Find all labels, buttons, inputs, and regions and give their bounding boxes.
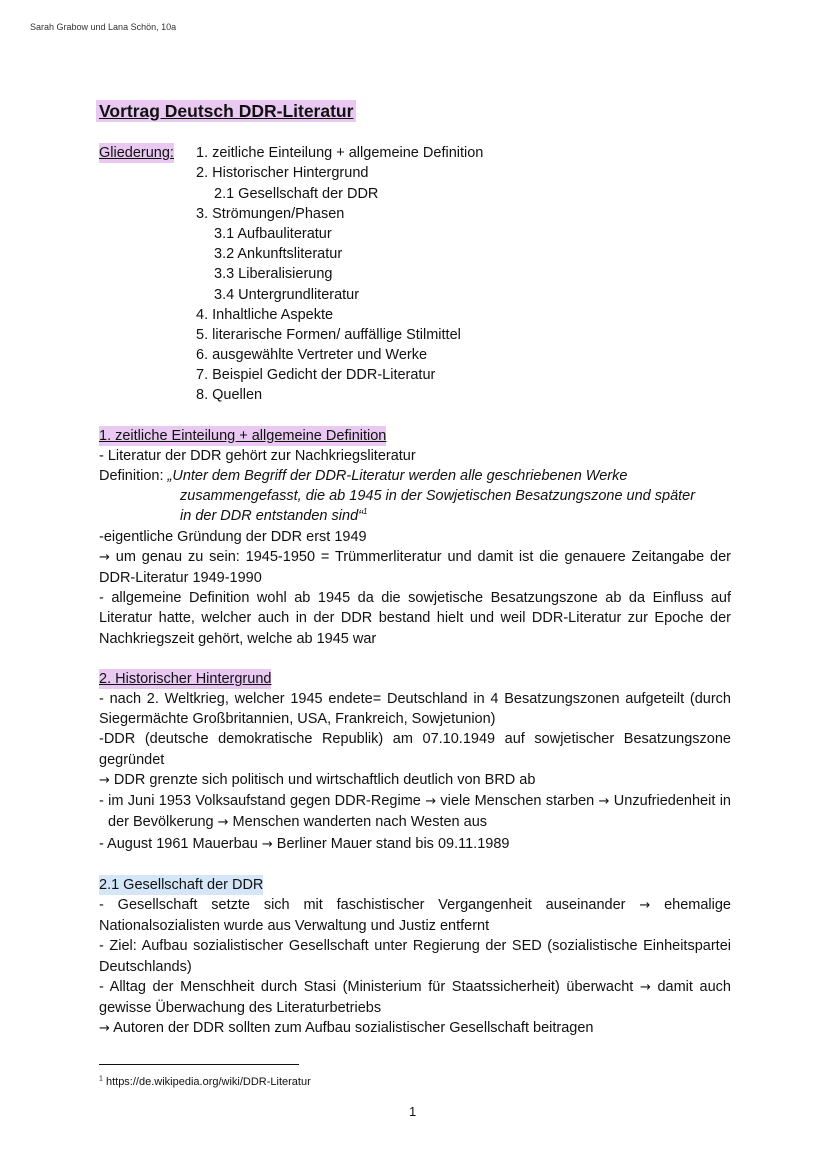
section-2-p1: - nach 2. Weltkrieg, welcher 1945 endete= Deutschland in 4 Besatzungszonen aufgeteilt (durch Siegermächte Großbritannien, USA, Frankreich, Sowjetunion) [99,691,731,728]
section-2 [99,669,731,855]
toc-item: 4. Inhaltliche Aspekte [196,306,334,323]
arrow-icon: → [99,772,110,788]
section-2-1-p3-part-a: - Alltag der Menschheit durch Stasi (Ministerium für Staatssicherheit) überwacht [99,978,640,995]
footnote-text: https://de.wikipedia.org/wiki/DDR-Literatur [102,1076,311,1088]
section-2-1-p3-part-b: damit auch gewisse Überwachung des Literaturbetriebs [99,978,731,1016]
section-1-heading: 1. zeitliche Einteilung + allgemeine Definition [99,426,386,446]
header-note: Sarah Grabow und Lana Schön, 10a [30,22,177,32]
section-2-1-p1-part-b: ehemalige Nationalsozialisten wurde aus Verwaltung und Justiz entfernt [99,896,731,935]
main-content [99,100,731,1039]
toc-item: 8. Quellen [196,387,263,404]
toc-item: 3. Strömungen/Phasen [196,205,345,222]
toc-item: 5. literarische Formen/ auffällige Stilmittel [196,326,461,343]
section-2-1-p4-text: Autoren der DDR sollten zum Aufbau sozialistischer Gesellschaft beitragen [109,1020,594,1037]
arrow-icon: → [639,897,651,913]
toc-item: 3.2 Ankunftsliteratur [214,246,343,263]
section-1 [99,426,731,649]
toc-item: 7. Beispiel Gedicht der DDR-Literatur [196,367,436,384]
toc-item: 3.3 Liberalisierung [214,266,333,283]
page-number: 1 [409,1104,417,1119]
footnote [99,1076,311,1088]
section-2-p5-part-a: - August 1961 Mauerbau [99,835,262,852]
arrow-icon: → [99,1021,110,1037]
definition-quote-3-line [99,506,731,526]
toc-item: 2.1 Gesellschaft der DDR [214,185,379,202]
section-2-p4-part-b: viele Menschen starben [436,793,599,810]
toc-label: Gliederung: [99,143,174,163]
section-2-heading: 2. Historischer Hintergrund [99,669,271,689]
section-2-p5 [99,834,731,855]
section-2-1-p1 [99,895,731,936]
section-2-p5-part-b: Berliner Mauer stand bis 09.11.1989 [272,835,510,852]
definition-label: Definition: [99,468,168,485]
section-2-p4-part-a: - im Juni 1953 Volksaufstand gegen DDR-Regime [99,793,426,810]
section-2-p4-part-d: Menschen wanderten nach Westen aus [228,814,488,831]
footnote-ref: 1 [362,507,368,517]
toc-item: 3.1 Aufbauliteratur [214,225,332,242]
footnote-divider [99,1064,299,1065]
toc-item: 3.4 Untergrundliteratur [214,286,360,303]
arrow-icon: → [99,549,110,565]
section-1-line2: -eigentliche Gründung der DDR erst 1949 [99,528,367,545]
section-2-1-p2: - Ziel: Aufbau sozialistischer Gesellschaft unter Regierung der SED (sozialistische Einheitspartei Deutschlands) [99,938,731,975]
definition-quote-3: in der DDR entstanden sind“ [180,508,363,525]
toc-item: 2. Historischer Hintergrund [196,165,369,182]
section-1-line1: - Literatur der DDR gehört zur Nachkriegsliteratur [99,447,416,464]
arrow-icon: → [598,794,610,810]
toc-item: 1. zeitliche Einteilung + allgemeine Definition [196,145,484,162]
section-2-p4-part-c: Unzufriedenheit in der Bevölkerung [108,793,731,831]
page-title: Vortrag Deutsch DDR-Literatur [96,100,356,122]
toc-list [196,143,731,405]
section-2-p4 [99,791,731,833]
section-2-p2: -DDR (deutsche demokratische Republik) am 07.10.1949 auf sowjetischer Besatzungszone gegründet [99,731,731,768]
section-1-line3-text: um genau zu sein: 1945-1950 = Trümmerliteratur und damit ist die genauere Zeitangabe der DDR-Literatur 1949-1990 [99,548,731,587]
section-2-1-p4 [99,1018,731,1039]
arrow-icon: → [217,815,229,831]
section-2-1-p1-part-a: - Gesellschaft setzte sich mit faschistischer Vergangenheit auseinander [99,896,640,913]
arrow-icon: → [261,836,273,852]
section-2-1-p3 [99,977,731,1018]
section-1-line3 [99,547,731,588]
definition-quote-2: zusammengefasst, die ab 1945 in der Sowjetischen Besatzungszone und später [180,488,696,505]
toc-item: 6. ausgewählte Vertreter und Werke [196,347,428,364]
section-2-1-heading: 2.1 Gesellschaft der DDR [99,875,263,895]
arrow-icon: → [639,979,651,995]
section-2-1 [99,875,731,1040]
section-2-p3 [99,770,731,791]
definition-line [99,466,731,486]
definition-quote-1: „Unter dem Begriff der DDR-Literatur werden alle geschriebenen Werke [167,468,628,485]
footnote-mark: 1 [99,1075,103,1083]
section-1-line4: - allgemeine Definition wohl ab 1945 da die sowjetische Besatzungszone ab da Einfluss auf Literatur hatte, welcher auch in der DDR bestand hielt und weil DDR-Literatur zur Epoche der Nachkriegszeit gehört, welche ab 1945 war [99,590,731,647]
arrow-icon: → [425,794,437,810]
title-wrap [99,100,731,123]
section-2-p3-text: DDR grenzte sich politisch und wirtschaftlich deutlich von BRD ab [109,771,536,788]
table-of-contents [99,143,731,405]
